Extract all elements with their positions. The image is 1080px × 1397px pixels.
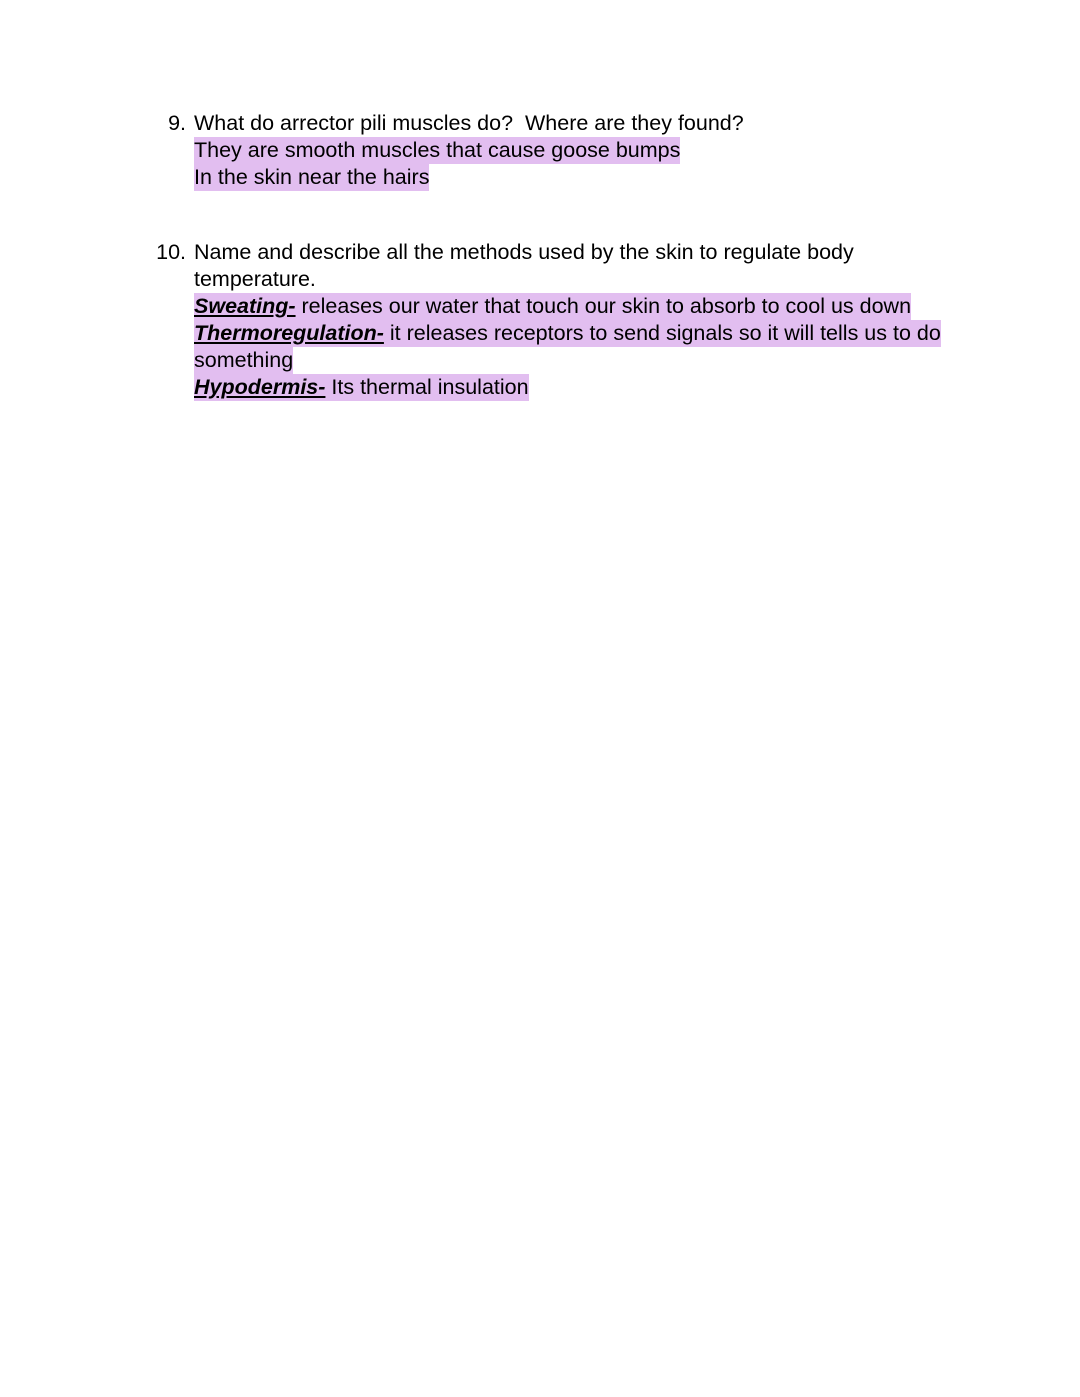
answer-line [194, 293, 960, 320]
answer-line [194, 320, 960, 374]
answer-text-highlighted: In the skin near the hairs [194, 165, 430, 189]
answer-text-highlighted [194, 374, 529, 401]
answer-line [194, 374, 960, 401]
question-text: What do arrector pili muscles do? Where are they found? [194, 111, 744, 135]
question-number: 10. [156, 240, 186, 264]
answer-line [194, 164, 960, 191]
question-item-9 [150, 110, 960, 191]
question-body [194, 110, 960, 191]
question-number: 9. [168, 111, 186, 135]
answer-text-highlighted [194, 293, 911, 320]
answer-term: Hypodermis- [194, 375, 326, 399]
question-body [194, 239, 960, 401]
answer-description: it releases receptors to send signals so it will tells us to do something [194, 321, 941, 372]
answer-description: releases our water that touch our skin to absorb to cool us down [295, 294, 912, 318]
question-item-10 [150, 239, 960, 401]
answer-text-highlighted: They are smooth muscles that cause goose bumps [194, 138, 681, 162]
answer-text-highlighted [194, 320, 941, 374]
answer-description: Its thermal insulation [325, 375, 529, 399]
question-text: Name and describe all the methods used by the skin to regulate body temperature. [194, 240, 860, 291]
item-spacer [150, 217, 960, 239]
answer-term: Sweating- [194, 294, 296, 318]
answer-line [194, 137, 960, 164]
answer-term: Thermoregulation- [194, 321, 384, 345]
